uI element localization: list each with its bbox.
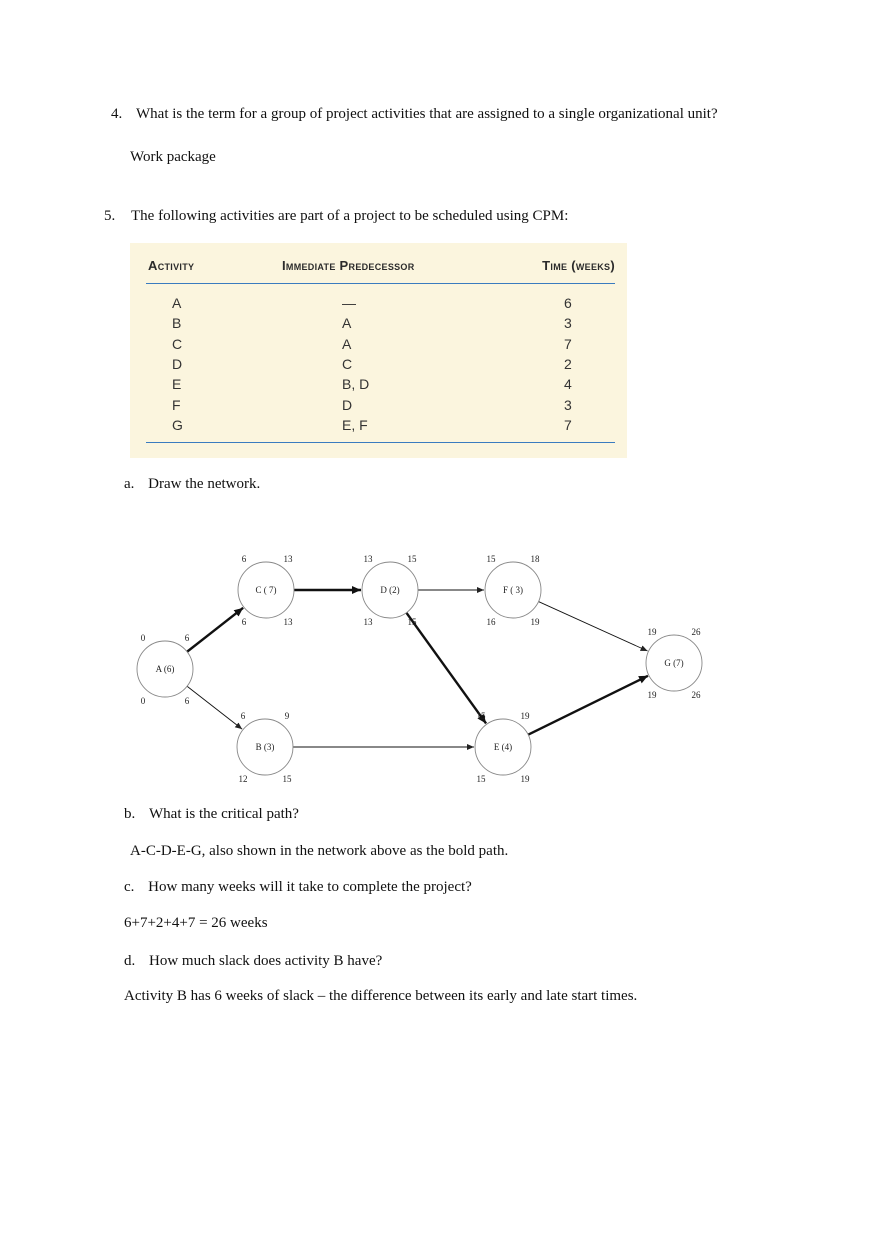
early-finish: 13 xyxy=(283,554,293,564)
table-cell-time: 3 xyxy=(564,396,572,413)
late-finish: 26 xyxy=(691,690,701,700)
table-cell-time: 3 xyxy=(564,315,572,332)
table-cell-predecessor: A xyxy=(342,315,352,332)
late-finish: 19 xyxy=(520,774,530,784)
early-finish: 15 xyxy=(407,554,417,564)
q5b-question xyxy=(124,806,299,823)
late-start: 13 xyxy=(363,617,373,627)
table-cell-time: 2 xyxy=(564,355,572,372)
late-start: 0 xyxy=(140,696,146,706)
early-finish: 19 xyxy=(520,711,530,721)
edge-e-g-critical xyxy=(528,676,648,735)
node-f xyxy=(485,554,541,627)
node-label: F ( 3) xyxy=(503,585,523,595)
q4-number: 4. xyxy=(111,106,123,122)
early-start: 15 xyxy=(486,554,496,564)
late-finish: 15 xyxy=(282,774,292,784)
table-cell-time: 7 xyxy=(564,416,572,433)
table-cell-predecessor: C xyxy=(342,355,353,372)
edge-f-g xyxy=(539,602,648,651)
early-finish: 9 xyxy=(284,711,290,721)
node-label: B (3) xyxy=(255,742,275,752)
q4-answer: Work package xyxy=(130,149,216,165)
q4-question-text: What is the term for a group of project activities that are assigned to a single organizational unit? xyxy=(136,106,718,122)
q5b-answer: A-C-D-E-G, also shown in the network above as the bold path. xyxy=(130,843,509,859)
q5c-label: c. xyxy=(124,879,135,895)
node-b xyxy=(237,711,293,784)
early-start: 6 xyxy=(240,711,246,721)
table-cell-predecessor: A xyxy=(342,335,352,352)
node-a xyxy=(137,633,193,706)
early-finish: 18 xyxy=(530,554,540,564)
q5c-question xyxy=(124,879,472,896)
table-cell-activity: A xyxy=(172,295,182,311)
q5d-text: How much slack does activity B have? xyxy=(149,953,383,969)
q5-number: 5. xyxy=(104,208,116,224)
early-start: 6 xyxy=(241,554,247,564)
table-cell-activity: D xyxy=(172,355,183,372)
header-time: Time (weeks) xyxy=(542,258,615,273)
node-label: E (4) xyxy=(493,742,513,752)
q5c-answer: 6+7+2+4+7 = 26 weeks xyxy=(124,915,268,931)
edge-d-e-critical xyxy=(406,613,486,724)
late-start: 19 xyxy=(647,690,657,700)
node-e xyxy=(475,711,531,784)
late-finish: 13 xyxy=(283,617,293,627)
node-label: C ( 7) xyxy=(255,585,277,595)
late-start: 6 xyxy=(241,617,247,627)
q5d-question xyxy=(124,953,382,970)
edge-a-b xyxy=(184,686,242,729)
late-finish: 19 xyxy=(530,617,540,627)
table-cell-activity: G xyxy=(172,416,183,433)
table-cell-activity: E xyxy=(172,376,182,393)
late-finish: 6 xyxy=(184,696,190,706)
cpm-network-diagram xyxy=(128,548,718,788)
table-cell-time: 7 xyxy=(564,335,572,352)
header-predecessor: Immediate Predecessor xyxy=(282,258,415,273)
node-d xyxy=(362,554,418,627)
q5-question-text: The following activities are part of a project to be scheduled using CPM: xyxy=(131,208,569,224)
table-cell-time: 6 xyxy=(564,295,572,311)
node-label: G (7) xyxy=(664,658,684,668)
node-label: A (6) xyxy=(155,664,175,674)
table-cell-activity: F xyxy=(172,396,181,413)
early-start: 15 xyxy=(476,711,486,721)
q5a-text: Draw the network. xyxy=(148,476,261,492)
late-finish: 15 xyxy=(407,617,417,627)
early-start: 19 xyxy=(647,627,657,637)
edge-a-c-critical xyxy=(184,608,243,652)
header-activity: Activity xyxy=(148,258,195,273)
table-cell-time: 4 xyxy=(564,376,572,393)
table-bottom-rule xyxy=(146,442,615,443)
q5a-label: a. xyxy=(124,476,135,492)
early-finish: 6 xyxy=(184,633,190,643)
late-start: 16 xyxy=(486,617,496,627)
table-top-rule xyxy=(146,283,615,284)
late-start: 15 xyxy=(476,774,486,784)
node-g xyxy=(646,627,702,700)
table-cell-predecessor: D xyxy=(342,396,353,413)
q5b-label: b. xyxy=(124,806,136,822)
q5a-question xyxy=(124,476,260,493)
late-start: 12 xyxy=(238,774,248,784)
table-cell-activity: B xyxy=(172,315,182,332)
q5-question xyxy=(104,208,568,225)
table-cell-predecessor: — xyxy=(342,295,356,311)
q4-question xyxy=(111,106,718,123)
activity-table xyxy=(130,243,627,458)
q5b-text: What is the critical path? xyxy=(149,806,299,822)
early-start: 0 xyxy=(140,633,146,643)
table-cell-predecessor: B, D xyxy=(342,376,370,393)
table-cell-predecessor: E, F xyxy=(342,416,368,433)
early-finish: 26 xyxy=(691,627,701,637)
q5d-label: d. xyxy=(124,953,136,969)
early-start: 13 xyxy=(363,554,373,564)
q5c-text: How many weeks will it take to complete the project? xyxy=(148,879,472,895)
node-label: D (2) xyxy=(380,585,400,595)
q5d-answer: Activity B has 6 weeks of slack – the difference between its early and late start times. xyxy=(124,988,638,1004)
table-cell-activity: C xyxy=(172,335,183,352)
node-c xyxy=(238,554,294,627)
